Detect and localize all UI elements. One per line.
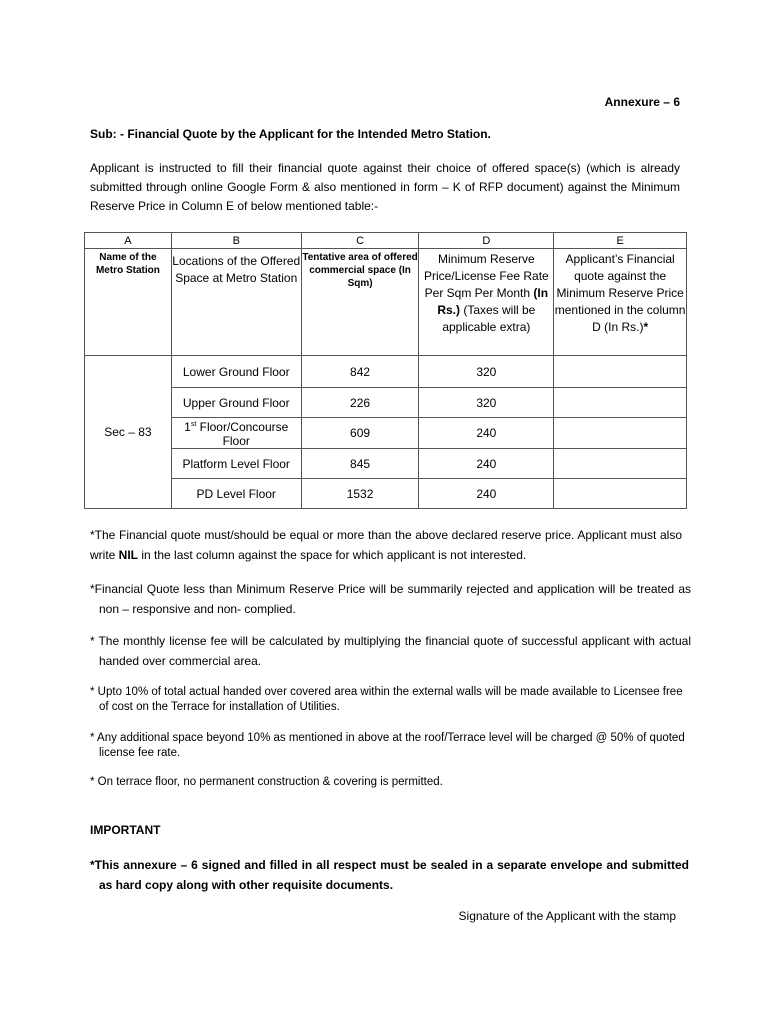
note-terrace-allowance: * Upto 10% of total actual handed over covered area within the external walls will be made available to Licensee free of cost on the Terrace for installation of Utilities. bbox=[90, 686, 683, 713]
quote-input-cell[interactable] bbox=[554, 479, 687, 509]
note-rejection: *Financial Quote less than Minimum Reserve Price will be summarily rejected and application will be treated as non – responsive and non- complied. bbox=[90, 582, 691, 616]
area-cell: 609 bbox=[301, 418, 419, 449]
table-row bbox=[85, 479, 687, 509]
quote-input-cell[interactable] bbox=[554, 449, 687, 479]
annexure-label: Annexure – 6 bbox=[604, 95, 680, 109]
location-cell: 1st Floor/Concourse Floor bbox=[171, 418, 301, 449]
column-header-row bbox=[85, 249, 687, 356]
location-cell: Upper Ground Floor bbox=[171, 388, 301, 418]
column-letter: B bbox=[171, 233, 301, 249]
note-additional-space: * Any additional space beyond 10% as mentioned in above at the roof/Terrace level will be charged @ 50% of quoted license fee rate. bbox=[90, 732, 685, 759]
quote-input-cell[interactable] bbox=[554, 356, 687, 388]
area-cell: 1532 bbox=[301, 479, 419, 509]
table-row bbox=[85, 356, 687, 388]
intro-paragraph: Applicant is instructed to fill their financial quote against their choice of offered space(s) (which is already submitted through online Google Form & also mentioned in form – K of RFP document) against the Minimum Reserve Price in Column E of below mentioned table:- bbox=[90, 161, 680, 213]
station-name-cell: Sec – 83 bbox=[85, 356, 172, 509]
rate-cell: 240 bbox=[419, 418, 554, 449]
final-instruction: *This annexure – 6 signed and filled in all respect must be sealed in a separate envelope and submitted as hard copy along with other requisite documents. bbox=[90, 858, 689, 892]
financial-quote-table bbox=[84, 232, 687, 509]
signature-label: Signature of the Applicant with the stamp bbox=[458, 909, 676, 923]
area-cell: 845 bbox=[301, 449, 419, 479]
quote-input-cell[interactable] bbox=[554, 388, 687, 418]
location-cell: Lower Ground Floor bbox=[171, 356, 301, 388]
quote-input-cell[interactable] bbox=[554, 418, 687, 449]
important-heading: IMPORTANT bbox=[90, 823, 161, 837]
column-letter: D bbox=[419, 233, 554, 249]
header-min-reserve-price: Minimum Reserve Price/License Fee Rate Per Sqm Per Month (In Rs.) (Taxes will be applicable extra) bbox=[419, 249, 554, 356]
header-station-name: Name of the Metro Station bbox=[85, 249, 172, 356]
note-license-fee: * The monthly license fee will be calculated by multiplying the financial quote of successful applicant with actual handed over commercial area. bbox=[90, 634, 691, 668]
header-tentative-area: Tentative area of offered commercial space (In Sqm) bbox=[301, 249, 419, 356]
rate-cell: 240 bbox=[419, 449, 554, 479]
header-applicant-quote: Applicant’s Financial quote against the Minimum Reserve Price mentioned in the column D (In Rs.)* bbox=[554, 249, 687, 356]
table-row bbox=[85, 418, 687, 449]
header-location: Locations of the Offered Space at Metro Station bbox=[171, 249, 301, 356]
rate-cell: 320 bbox=[419, 388, 554, 418]
area-cell: 226 bbox=[301, 388, 419, 418]
column-letter: A bbox=[85, 233, 172, 249]
rate-cell: 240 bbox=[419, 479, 554, 509]
table-row bbox=[85, 449, 687, 479]
table-row bbox=[85, 388, 687, 418]
column-letter: C bbox=[301, 233, 419, 249]
column-letter: E bbox=[554, 233, 687, 249]
location-cell: PD Level Floor bbox=[171, 479, 301, 509]
rate-cell: 320 bbox=[419, 356, 554, 388]
note-terrace-construction: * On terrace floor, no permanent construction & covering is permitted. bbox=[90, 776, 443, 788]
column-letter-row bbox=[85, 233, 687, 249]
note-reserve-price: *The Financial quote must/should be equal or more than the above declared reserve price. Applicant must also write NIL in the last column against the space for which applicant is not interested. bbox=[90, 528, 682, 562]
area-cell: 842 bbox=[301, 356, 419, 388]
location-cell: Platform Level Floor bbox=[171, 449, 301, 479]
subject-line: Sub: - Financial Quote by the Applicant for the Intended Metro Station. bbox=[90, 127, 491, 141]
